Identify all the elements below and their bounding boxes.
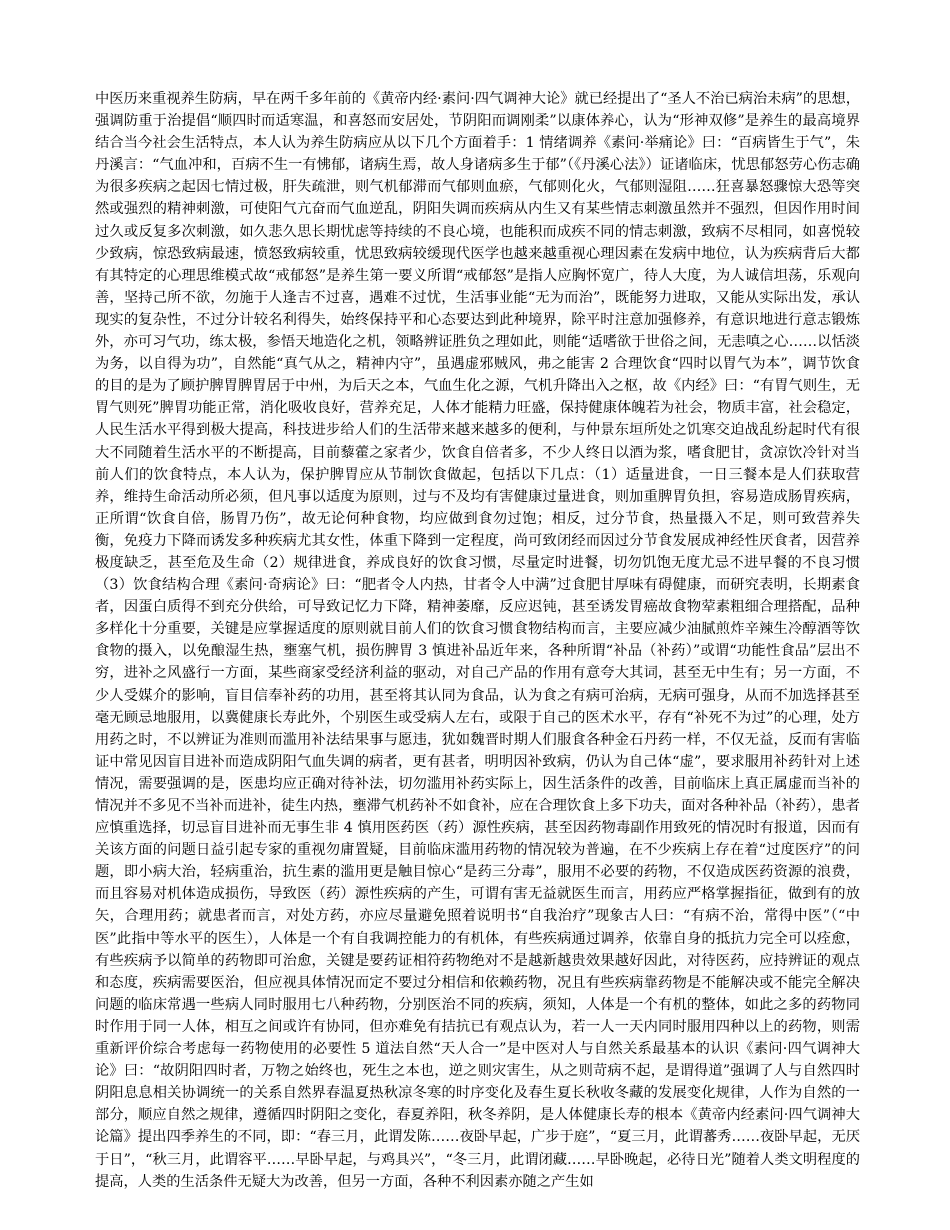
body-paragraph: 中医历来重视养生防病，早在两千多年前的《黄帝内经·素问·四气调神大论》就已经提出了“圣人不治已病治未病”的思想，强调防重于治提倡“顺四时而适寒温，和喜怒而安居处，节阴阳而调刚柔”以康体养心，认为“形神双修”是养生的最高境界结合当今社会生活特点，本人认为养生防病应从以下几个方面着手：1 情绪调养《素问·举痛论》曰：“百病皆生于气”，朱丹溪言：“气血冲和，百病不生一有怫郁，诸病生焉，故人身诸病多生于郁”（《丹溪心法》）证诸临床，忧思郁怒劳心伤志确为很多疾病之起因七情过极，肝失疏泄，则气机郁滞而气郁则血瘀，气郁则化火，气郁则湿阻……狂喜暴怒骤惊大恐等突然或强烈的精神刺激，可使阳气亢奋而气血逆乱，阴阳失调而疾病从内生又有某些情志刺激虽然并不强烈，但因作用时间过久或反复多次刺激，如久悲久思长期忧虑等持续的不良心境，也能积而成疾不同的情志刺激，致病不尽相同，如喜悦较少致病，惊恐致病最速，愤怒致病较重，忧思致病较缓现代医学也越来越重视心理因素在发病中地位，认为疾病背后大都有其特定的心理思维模式故“戒郁怒”是养生第一要义所谓“戒郁怒”是指人应胸怀宽广，待人大度，为人诚信坦荡，乐观向善，坚持己所不欲，勿施于人逢吉不过喜，遇难不过忧，生活事业能“无为而治”，既能努力进取，又能从实际出发，承认现实的复杂性，不过分计较名利得失，始终保持平和心态要达到此种境界，除平时注意加强修养，有意识地进行意志锻炼外，亦可习气功，练太极，参悟天地造化之机，领略辨证胜负之理如此，则能“适嗜欲于世俗之间，无恚嗔之心……以恬淡为务，以自得为功”，自然能“真气从之，精神内守”，虽遇虚邪贼风，弗之能害 2 合理饮食“四时以胃气为本”，调节饮食的目的是为了顾护脾胃脾胃居于中州，为后天之本，气血生化之源，气机升降出入之枢，故《内经》曰：“有胃气则生，无胃气则死”脾胃功能正常，消化吸收良好，营养充足，人体才能精力旺盛，保持健康体魄若为社会，物质丰富，社会稳定，人民生活水平得到极大提高，科技进步给人们的生活带来越来越多的便利，与仲景东垣所处之饥寒交迫战乱纷起时代有很大不同随着生活水平的不断提高，目前藜藿之家者少，饮食自倍者多，不少人终日以酒为浆，嗜食肥甘，贪凉饮冷针对当前人们的饮食特点，本人认为，保护脾胃应从节制饮食做起，包括以下几点：（1）适量进食，一日三餐本是人们获取营养，维持生命活动所必须，但凡事以适度为原则，过与不及均有害健康过量进食，则加重脾胃负担，容易造成肠胃疾病，正所谓“饮食自倍，肠胃乃伤”，故无论何种食物，均应做到食勿过饱；相反，过分节食，热量摄入不足，则可致营养失衡，免疫力下降而诱发多种疾病尤其女性，体重下降到一定程度，尚可致闭经而因过分节食发展成神经性厌食者，因营养极度缺乏，甚至危及生命（2）规律进食，养成良好的饮食习惯，尽量定时进餐，切勿饥饱无度尤忌不进早餐的不良习惯（3）饮食结构合理《素问·奇病论》曰：“肥者令人内热，甘者令人中满”过食肥甘厚味有碍健康，而研究表明，长期素食者，因蛋白质得不到充分供给，可导致记忆力下降，精神萎靡，反应迟钝，甚至诱发胃癌故食物荤素粗细合理搭配，品种多样化十分重要，关键是应掌握适度的原则就目前人们的饮食习惯食物结构而言，主要应减少油腻煎炸辛辣生冷醇酒等饮食物的摄入，以免酿湿生热，壅塞气机，损伤脾胃 3 慎进补品近年来，各种所谓“补品（补药）”或谓“功能性食品”层出不穷，进补之风盛行一方面，某些商家受经济利益的驱动，对自己产品的作用有意夸大其词，甚至无中生有；另一方面，不少人受媒介的影响，盲目信奉补药的功用，甚至将其认同为食品，认为食之有病可治病，无病可强身，从而不加选择甚至毫无顾忌地服用，以冀健康长寿此外，个别医生或受病人左右，或限于自己的医术水平，存有“补死不为过”的心理，处方用药之时，不以辨证为准则而滥用补法结果事与愿违，犹如魏晋时期人们服食各种金石丹药一样，不仅无益，反而有害临证中常见因盲目进补而造成阴阳气血失调的病者，更有甚者，明明因补致病，仍认为自己体“虚”，要求服用补药针对上述情况，需要强调的是，医患均应正确对待补法，切勿滥用补药实际上，因生活条件的改善，目前临床上真正属虚而当补的情况并不多见不当补而进补，徒生内热，壅滞气机药补不如食补，应在合理饮食上多下功夫，面对各种补品（补药），患者应慎重选择，切忌盲目进补而无事生非 4 慎用医药医（药）源性疾病，甚至因药物毒副作用致死的情况时有报道，因而有关该方面的问题日益引起专家的重视勿庸置疑，目前临床滥用药物的情况较为普遍，在不少疾病上存在着“过度医疗”的问题，即小病大治，轻病重治，抗生素的滥用更是触目惊心“是药三分毒”，服用不必要的药物，不仅造成医药资源的浪费，而且容易对机体造成损伤，导致医（药）源性疾病的产生，可谓有害无益就医生而言，用药应严格掌握指征，做到有的放矢，合理用药；就患者而言，对处方药，亦应尽量避免照着说明书“自我治疗”现象古人曰：“有病不治，常得中医”（“中医”此指中等水平的医生），人体是一个有自我调控能力的有机体，有些疾病通过调养，依靠自身的抵抗力完全可以痊愈，有些疾病予以简单的药物即可治愈，关键是要药证相符药物绝对不是越新越贵效果越好因此，对待医药，应持辨证的观点和态度，疾病需要医治，但应视具体情况而定不要过分相信和依赖药物，况且有些疾病靠药物是不能解决或不能完全解决问题的临床常遇一些病人同时服用七八种药物，分别医治不同的疾病，须知，人体是一个有机的整体，如此之多的药物同时作用于同一人体，相互之间或许有协同，但亦难免有拮抗已有观点认为，若一人一天内同时服用四种以上的药物，则需重新评价综合考虑每一药物使用的必要性 5 道法自然“天人合一”是中医对人与自然关系最基本的认识《素问·四气调神大论》曰：“故阴阳四时者，万物之始终也，死生之本也，逆之则灾害生，从之则苛病不起，是谓得道”强调了人与自然四时阴阳息息相关协调统一的关系自然界春温夏热秋凉冬寒的时序变化及春生夏长秋收冬藏的发展变化规律，人作为自然的一部分，顺应自然之规律，遵循四时阴阳之变化，春夏养阳，秋冬养阴，是人体健康长寿的根本《黄帝内经素问·四气调神大论篇》提出四季养生的不同，即：“春三月，此谓发陈……夜卧早起，广步于庭”，“夏三月，此谓蕃秀……夜卧早起，无厌于日”，“秋三月，此谓容平……早卧早起，与鸡具兴”，“冬三月，此谓闭藏……早卧晚起，必待日光”随着人类文明程度的提高，人类的生活条件无疑大为改善，但另一方面，各种不利因素亦随之产生如 xyxy=(95,91,860,1190)
